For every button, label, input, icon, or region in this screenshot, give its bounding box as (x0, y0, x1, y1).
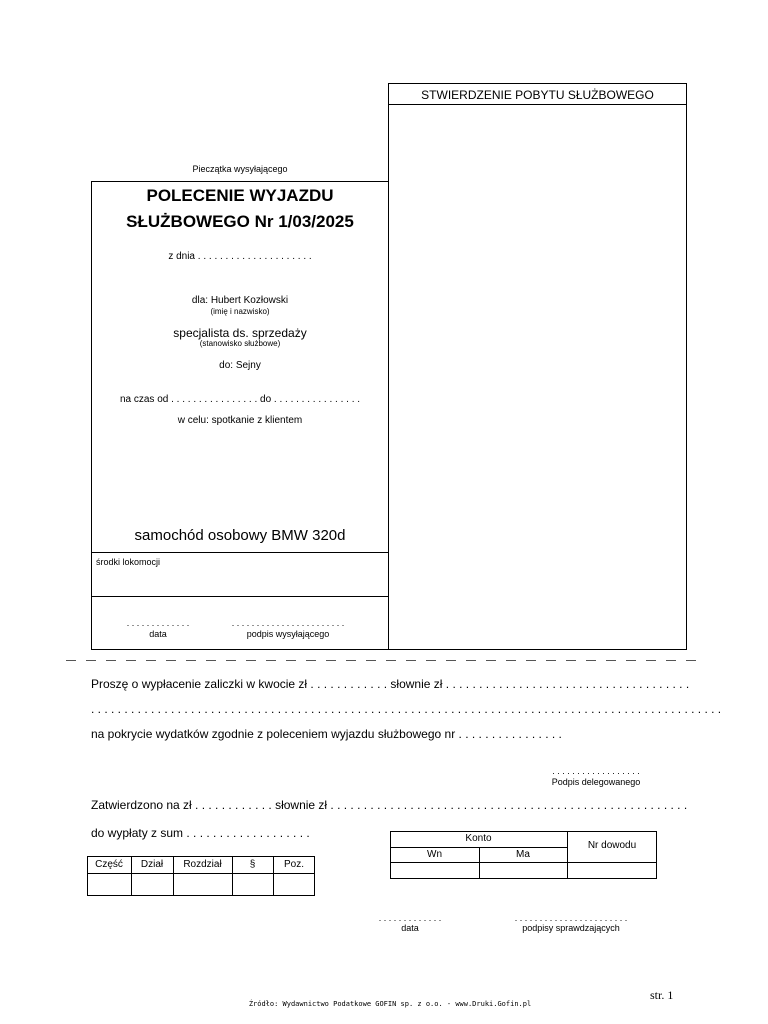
budget-header-poz: Poz. (283, 859, 304, 870)
check-date-dots: . . . . . . . . . . . . . (378, 913, 442, 923)
stay-confirmation-title: STWIERDZENIE POBYTU SŁUŻBOWEGO (421, 88, 654, 102)
order-position: specjalista ds. sprzedaży (173, 326, 307, 340)
order-date-label: data (149, 629, 167, 639)
delegate-signature-dots: . . . . . . . . . . . . . . . . . . (552, 766, 640, 776)
advance-request-line: Proszę o wypłacenie zaliczki w kwocie zł . . . . . . . . . . . . słownie zł . . . . . . . . . . . . . . . . . . . . . . . . . . . . . . . . . . . . . (91, 677, 690, 691)
order-signature-divider (91, 596, 389, 597)
budget-header-dzial: Dział (140, 859, 164, 870)
order-destination: do: Sejny (219, 360, 261, 371)
advance-purpose-line: na pokrycie wydatków zgodnie z poleceniem wyjazdu służbowego nr . . . . . . . . . . . . . . . . (91, 727, 562, 741)
page-number: str. 1 (650, 988, 674, 1002)
order-purpose: w celu: spotkanie z klientem (177, 415, 303, 426)
stamp-label: Pieczątka wysyłającego (192, 164, 288, 174)
advance-amount-words-line: . . . . . . . . . . . . . . . . . . . . . . . . . . . . . . . . . . . . . . . . . . . . . . . . . . . . . . . . . . . . . . . . . . . . . . . . . . . . . . . . . . . . . . . . . . . . . . . (91, 702, 722, 716)
order-date-field: z dnia . . . . . . . . . . . . . . . . . . . . . (168, 251, 312, 262)
check-signatures-dots: . . . . . . . . . . . . . . . . . . . . . . . (514, 913, 628, 923)
account-header-konto: Konto (465, 833, 492, 844)
check-signatures-label: podpisy sprawdzających (522, 923, 620, 933)
order-title-line2: SŁUŻBOWEGO Nr 1/03/2025 (126, 212, 354, 231)
order-vehicle-caption: środki lokomocji (96, 557, 161, 567)
order-position-caption: (stanowisko służbowe) (199, 339, 281, 348)
delegate-signature-label: Podpis delegowanego (551, 777, 641, 787)
stay-confirmation-divider (388, 104, 687, 105)
cut-line (66, 660, 702, 661)
account-header-nr-dowodu: Nr dowodu (587, 840, 637, 851)
approved-amount-line: Zatwierdzono na zł . . . . . . . . . . . . słownie zł . . . . . . . . . . . . . . . . . . . . . . . . . . . . . . . . . . . . . . . . . . . . . . . . . . . . . . (91, 798, 688, 812)
check-date-label: data (401, 923, 419, 933)
order-signature-dots: . . . . . . . . . . . . . . . . . . . . . . . (231, 618, 345, 628)
order-signature-label: podpis wysyłającego (246, 629, 330, 639)
budget-header-rozdzial: Rozdział (183, 859, 222, 870)
source-footer: Źródło: Wydawnictwo Podatkowe GOFIN sp. z o.o. - www.Druki.Gofin.pl (248, 1000, 532, 1008)
order-vehicle: samochód osobowy BMW 320d (134, 527, 346, 544)
order-employee-caption: (imię i nazwisko) (210, 307, 270, 316)
order-vehicle-divider (91, 552, 389, 553)
order-date-dots: . . . . . . . . . . . . . (126, 618, 190, 628)
budget-header-czesc: Część (95, 859, 123, 870)
order-employee-name: dla: Hubert Kozłowski (191, 295, 289, 306)
payout-line: do wypłaty z sum . . . . . . . . . . . . . . . . . . . (91, 826, 310, 840)
order-title-line1: POLECENIE WYJAZDU (146, 186, 334, 205)
account-header-wn: Wn (427, 849, 442, 860)
order-period: na czas od . . . . . . . . . . . . . . . . do . . . . . . . . . . . . . . . . (119, 394, 361, 405)
account-header-ma: Ma (516, 849, 530, 860)
stay-confirmation-box (388, 83, 687, 650)
budget-header-paragraf: § (249, 859, 256, 870)
